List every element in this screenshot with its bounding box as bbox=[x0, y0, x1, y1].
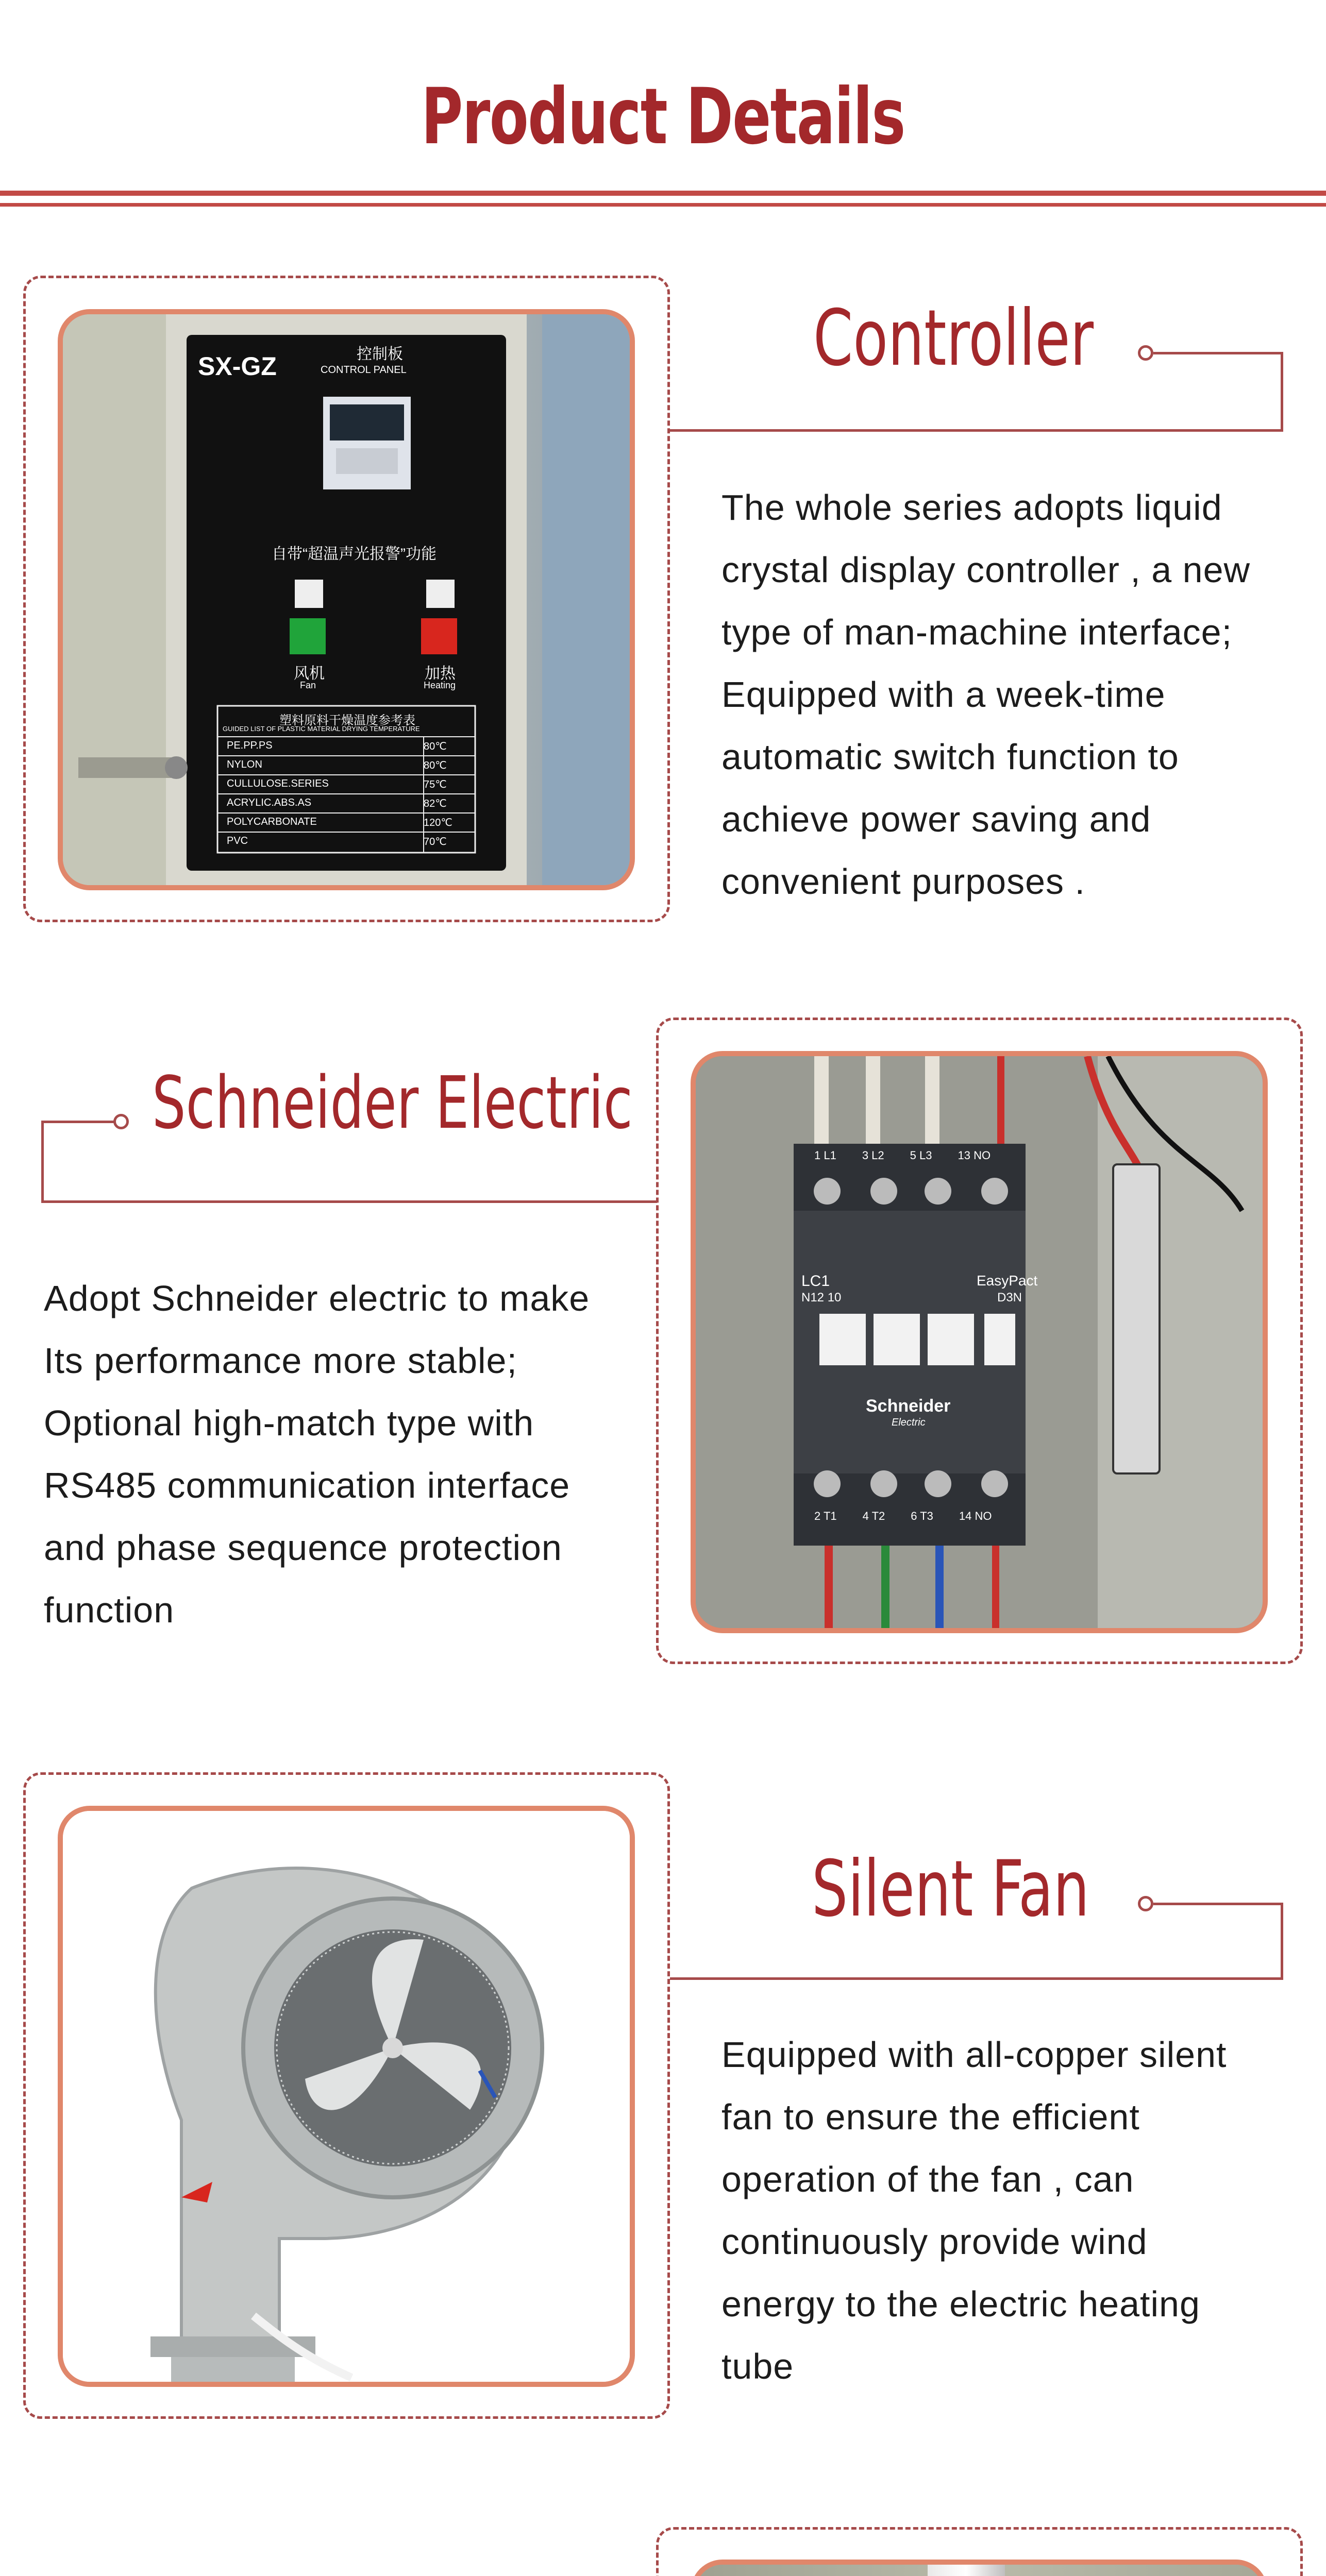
panel-name-en: CONTROL PANEL bbox=[321, 364, 407, 376]
schneider-title: Schneider Electric bbox=[152, 1061, 633, 1145]
fan-photo bbox=[58, 1806, 635, 2387]
panel-alarm: 自带“超温声光报警”功能 bbox=[272, 546, 437, 563]
controller-connector-line bbox=[1153, 352, 1283, 354]
panel-table-rows: PE.PP.PS 80℃ NYLON 80℃ CULLULOSE.SERIES 75℃ ACRYLIC.ABS.AS 82℃ POLYCARBONATE 120℃ PVC 70℃ bbox=[227, 740, 452, 848]
controller-photo bbox=[58, 309, 635, 890]
header-rule-thick bbox=[0, 191, 1326, 196]
fan-connector-ring bbox=[1138, 1896, 1153, 1911]
panel-table-en: GUIDED LIST OF PLASTIC MATERIAL DRYING TEMPERATURE bbox=[223, 725, 420, 733]
schneider-connector-line bbox=[41, 1121, 116, 1123]
controller-connector-ring bbox=[1138, 345, 1153, 361]
fan-divider-line bbox=[670, 1977, 1283, 1980]
contactor-series: EasyPact bbox=[977, 1273, 1038, 1289]
design-photo bbox=[691, 2560, 1268, 2576]
fan-connector-vline bbox=[1281, 1903, 1283, 1980]
fan-connector-line bbox=[1153, 1903, 1283, 1905]
panel-fan-en: Fan bbox=[300, 680, 316, 690]
panel-heat-en: Heating bbox=[424, 680, 456, 690]
panel-fan-cn: 风机 bbox=[294, 665, 325, 682]
contactor-brand: Schneider bbox=[866, 1396, 951, 1416]
contactor-model: LC1 bbox=[801, 1273, 830, 1290]
fan-description: Equipped with all-copper silent fan to ensure the efficient operation of the fan , can continuously provide wind energy to the electric heating tube bbox=[721, 2035, 1227, 2386]
header-rule-thin bbox=[0, 203, 1326, 207]
controller-description: The whole series adopts liquid crystal display controller , a new type of man-machine interface; Equipped with a week-time automatic switch function to achieve power saving and convenient purposes . bbox=[721, 487, 1251, 902]
panel-table-cn: 塑料原料干燥温度参考表 bbox=[279, 714, 415, 727]
panel-name-cn: 控制板 bbox=[357, 346, 403, 363]
contactor-top-terminals: 1 L1 3 L2 5 L3 13 NO bbox=[814, 1149, 991, 1162]
controller-title: Controller bbox=[813, 294, 1094, 383]
fan-title: Silent Fan bbox=[812, 1844, 1089, 1934]
controller-divider-line bbox=[670, 429, 1283, 432]
schneider-description: Adopt Schneider electric to make Its performance more stable; Optional high-match type with RS485 communication interface and phase sequence protection function bbox=[44, 1278, 590, 1630]
contactor-bottom-terminals: 2 T1 4 T2 6 T3 14 NO bbox=[814, 1510, 992, 1522]
contactor-series2: D3N bbox=[997, 1291, 1022, 1304]
schneider-connector-vline bbox=[41, 1121, 44, 1203]
panel-heat-cn: 加热 bbox=[425, 665, 456, 682]
schneider-divider-line bbox=[41, 1200, 657, 1203]
controller-connector-vline bbox=[1281, 352, 1283, 432]
contactor-model2: N12 10 bbox=[801, 1291, 842, 1304]
schneider-photo bbox=[691, 1051, 1268, 1633]
page-title: Product Details bbox=[421, 72, 905, 162]
contactor-brand2: Electric bbox=[892, 1417, 926, 1428]
panel-brand: SX-GZ bbox=[198, 352, 277, 381]
